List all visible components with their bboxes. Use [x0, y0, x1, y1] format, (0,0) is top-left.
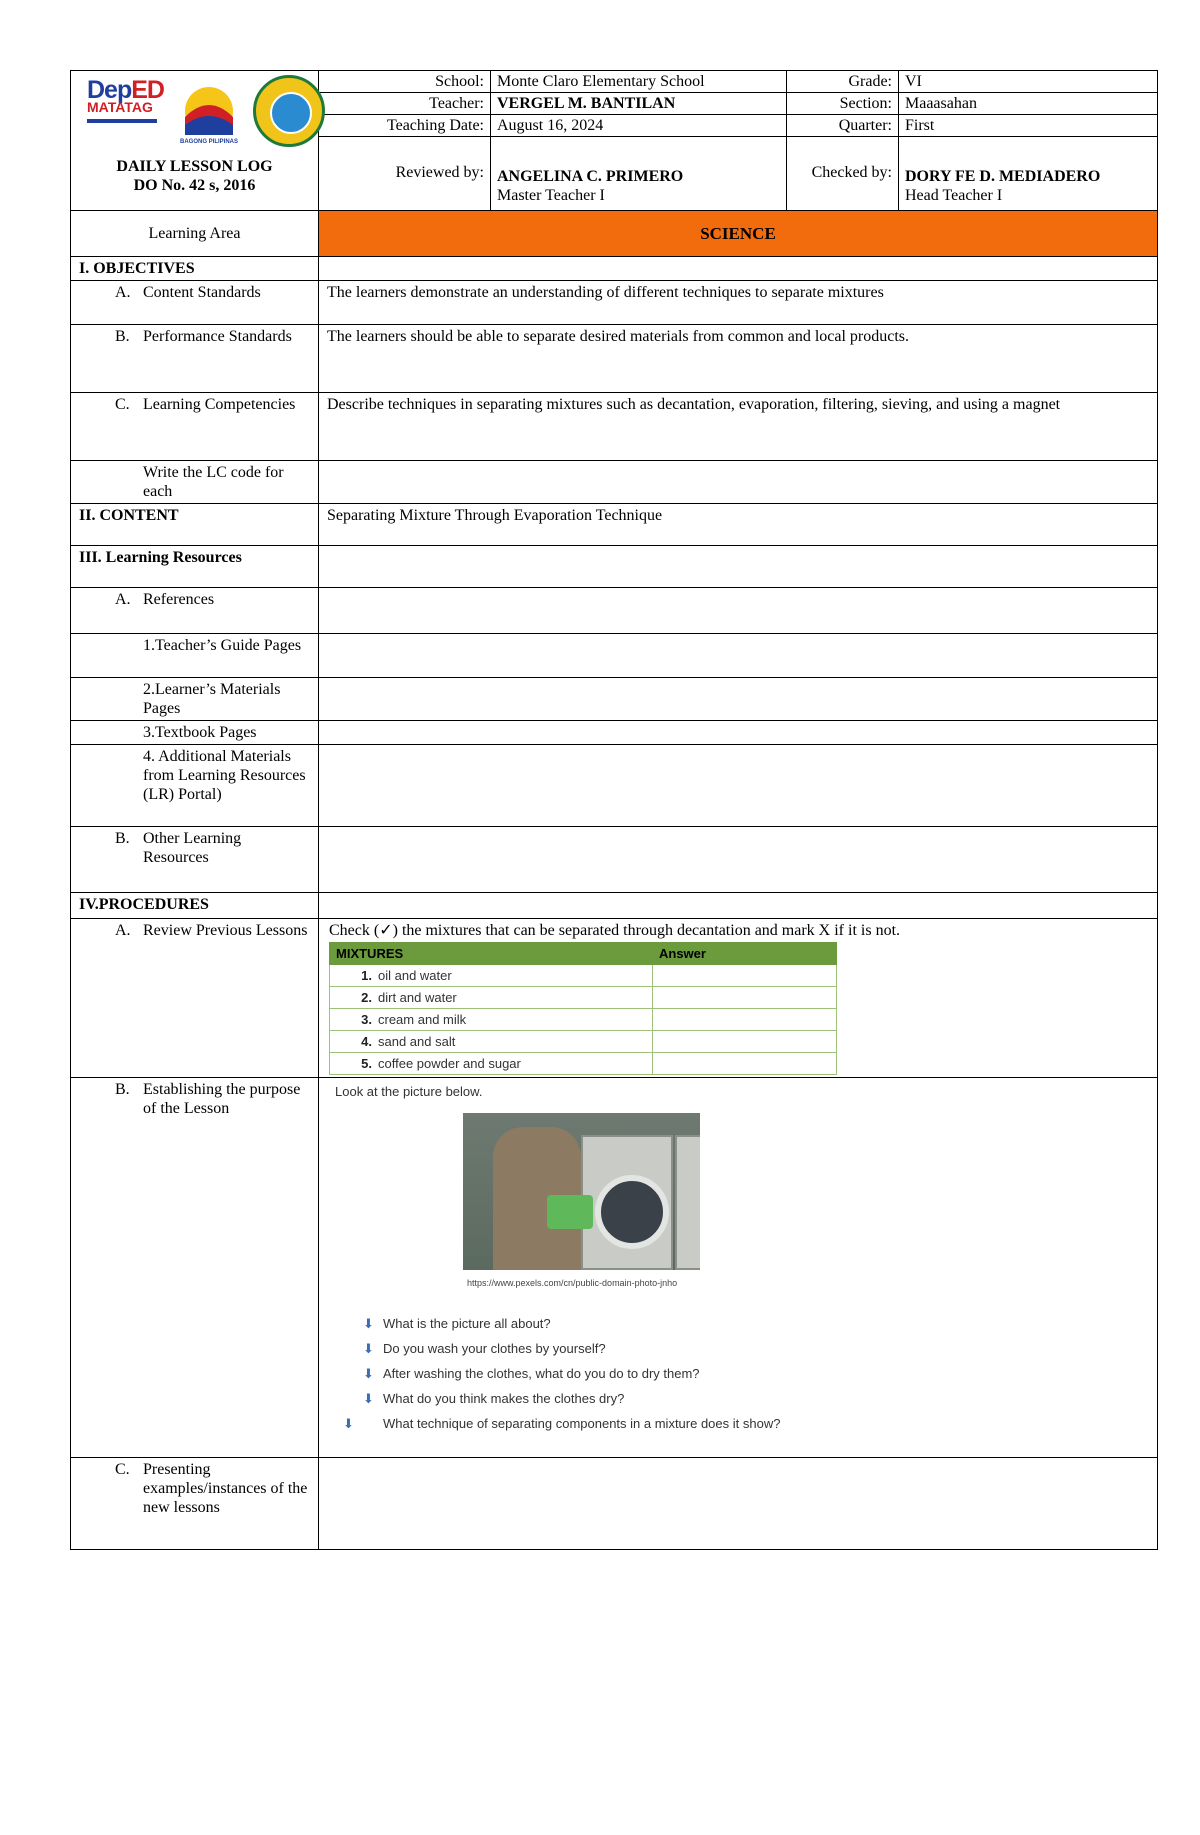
presenting-value [319, 1458, 1158, 1550]
row-number: 5. [361, 1056, 372, 1071]
teachers-guide-value [319, 634, 1158, 678]
learners-materials-label: 2.Learner’s Materials Pages [71, 678, 319, 721]
checked-label: Checked by: [787, 137, 899, 211]
teachers-guide-label: 1.Teacher’s Guide Pages [71, 634, 319, 678]
letter: A. [115, 922, 131, 939]
table-row [330, 1031, 837, 1053]
learners-materials-value [319, 678, 1158, 721]
washing-machine [581, 1135, 673, 1270]
label-text: Establishing the purpose of the Lesson [143, 1081, 301, 1117]
lc-code-label: Write the LC code for each [71, 461, 319, 504]
objectives-heading: I. OBJECTIVES [71, 257, 319, 281]
learning-area-value: SCIENCE [319, 211, 1158, 257]
label-text: Content Standards [143, 284, 261, 301]
content-standards-label [71, 281, 319, 325]
review-label [71, 919, 319, 1078]
list-item [363, 1311, 1141, 1336]
school-label: School: [319, 71, 491, 93]
reviewed-label: Reviewed by: [319, 137, 491, 211]
label-text: Review Previous Lessons [143, 922, 308, 939]
teacher-label: Teacher: [319, 93, 491, 115]
lc-code-value [319, 461, 1158, 504]
question-text: What is the picture all about? [383, 1316, 551, 1331]
other-resources-label [71, 827, 319, 893]
arrow-down-icon: ⬇ [363, 1316, 374, 1331]
photo-caption: https://www.pexels.com/cn/public-domain-photo-jnho [467, 1278, 678, 1288]
school-seal [253, 75, 325, 147]
list-item [363, 1336, 1141, 1361]
laundry-basket [547, 1195, 593, 1229]
list-item [343, 1411, 1141, 1436]
answer-cell[interactable] [653, 1031, 837, 1053]
textbook-pages-value [319, 721, 1158, 745]
reviewer-name: ANGELINA C. PRIMERO [497, 168, 684, 185]
label-text: Presenting examples/instances of the new lessons [143, 1461, 308, 1516]
answer-header-cell: Answer [653, 943, 837, 965]
table-row [330, 987, 837, 1009]
mixtures-table [329, 942, 837, 1075]
table-row [330, 1053, 837, 1075]
lr-portal-label: 4. Additional Materials from Learning Resources (LR) Portal) [71, 745, 319, 827]
log-order: DO No. 42 s, 2016 [133, 177, 256, 194]
learning-area-label: Learning Area [71, 211, 319, 257]
letter: B. [115, 328, 130, 345]
row-item: oil and water [378, 968, 452, 983]
answer-cell[interactable] [653, 1053, 837, 1075]
log-title: DAILY LESSON LOG [116, 158, 273, 175]
table-row [330, 965, 837, 987]
reviewer-cell [491, 137, 787, 211]
row-item: cream and milk [378, 1012, 467, 1027]
answer-cell[interactable] [653, 965, 837, 987]
arrow-down-icon: ⬇ [363, 1391, 374, 1406]
question-text: After washing the clothes, what do you do to dry them? [383, 1366, 700, 1381]
table-row [330, 1009, 837, 1031]
review-cell [319, 919, 1158, 1078]
performance-standards-label [71, 325, 319, 393]
label-text: Performance Standards [143, 328, 292, 345]
laundry-photo [463, 1113, 700, 1270]
references-label [71, 588, 319, 634]
deped-logo: DepED MATATAG [87, 81, 169, 123]
references-value [319, 588, 1158, 634]
row-item: sand and salt [378, 1034, 456, 1049]
content-standards-text: The learners demonstrate an understanding of different techniques to separate mixtures [319, 281, 1158, 325]
performance-standards-text: The learners should be able to separate desired materials from common and local products. [319, 325, 1158, 393]
header-logo-cell [71, 71, 319, 211]
other-resources-value [319, 827, 1158, 893]
letter: A. [115, 284, 131, 301]
bagong-pilipinas-logo [177, 81, 242, 145]
mixtures-header-cell: MIXTURES [330, 943, 653, 965]
row-number: 2. [361, 990, 372, 1005]
question-text: What do you think makes the clothes dry? [383, 1391, 625, 1406]
washing-machine-2 [675, 1135, 700, 1270]
label-text: References [143, 591, 215, 608]
row-number: 1. [361, 968, 372, 983]
quarter-label: Quarter: [787, 115, 899, 137]
establishing-label [71, 1078, 319, 1458]
arrow-down-icon: ⬇ [343, 1416, 354, 1431]
content-heading: II. CONTENT [71, 504, 319, 546]
section-label: Section: [787, 93, 899, 115]
arrow-down-icon: ⬇ [363, 1366, 374, 1381]
learning-competencies-label [71, 393, 319, 461]
letter: A. [115, 591, 131, 608]
daily-lesson-log [70, 70, 1157, 1550]
mixtures-header [330, 943, 837, 965]
resources-blank [319, 546, 1158, 588]
letter: B. [115, 830, 130, 847]
row-item: coffee powder and sugar [378, 1056, 521, 1071]
date-value: August 16, 2024 [491, 115, 787, 137]
question-text: Do you wash your clothes by yourself? [383, 1341, 606, 1356]
reviewer-title: Master Teacher I [497, 187, 605, 204]
label-text: Learning Competencies [143, 396, 296, 413]
letter: B. [115, 1081, 130, 1098]
resources-heading: III. Learning Resources [71, 546, 319, 588]
label-text: Other Learning Resources [143, 830, 242, 866]
letter: C. [115, 396, 130, 413]
checker-cell [899, 137, 1158, 211]
question-text: What technique of separating components in a mixture does it show? [383, 1416, 781, 1431]
school-value: Monte Claro Elementary School [491, 71, 787, 93]
lr-portal-value [319, 745, 1158, 827]
row-number: 4. [361, 1034, 372, 1049]
row-number: 3. [361, 1012, 372, 1027]
establishing-cell [319, 1078, 1158, 1458]
question-list [343, 1311, 1141, 1436]
presenting-label [71, 1458, 319, 1550]
list-item [363, 1386, 1141, 1411]
review-instruction: Check (✓) the mixtures that can be separated through decantation and mark X if it is not. [329, 922, 901, 939]
checker-name: DORY FE D. MEDIADERO [905, 168, 1101, 185]
arrow-down-icon: ⬇ [363, 1341, 374, 1356]
letter: C. [115, 1461, 130, 1478]
list-item [363, 1361, 1141, 1386]
row-item: dirt and water [378, 990, 457, 1005]
objectives-blank [319, 257, 1158, 281]
procedures-heading: IV.PROCEDURES [71, 893, 319, 919]
teacher-value: VERGEL M. BANTILAN [491, 93, 787, 115]
date-label: Teaching Date: [319, 115, 491, 137]
section-value: Maaasahan [899, 93, 1158, 115]
grade-label: Grade: [787, 71, 899, 93]
checker-title: Head Teacher I [905, 187, 1003, 204]
grade-value: VI [899, 71, 1158, 93]
content-text: Separating Mixture Through Evaporation Technique [319, 504, 1158, 546]
answer-cell[interactable] [653, 1009, 837, 1031]
svg-text:BAGONG PILIPINAS: BAGONG PILIPINAS [179, 139, 239, 145]
procedures-blank [319, 893, 1158, 919]
logos [77, 71, 312, 153]
textbook-pages-label: 3.Textbook Pages [71, 721, 319, 745]
quarter-value: First [899, 115, 1158, 137]
learning-competencies-text: Describe techniques in separating mixtures such as decantation, evaporation, filtering, sieving, and using a magnet [319, 393, 1158, 461]
establishing-intro: Look at the picture below. [335, 1084, 483, 1099]
answer-cell[interactable] [653, 987, 837, 1009]
